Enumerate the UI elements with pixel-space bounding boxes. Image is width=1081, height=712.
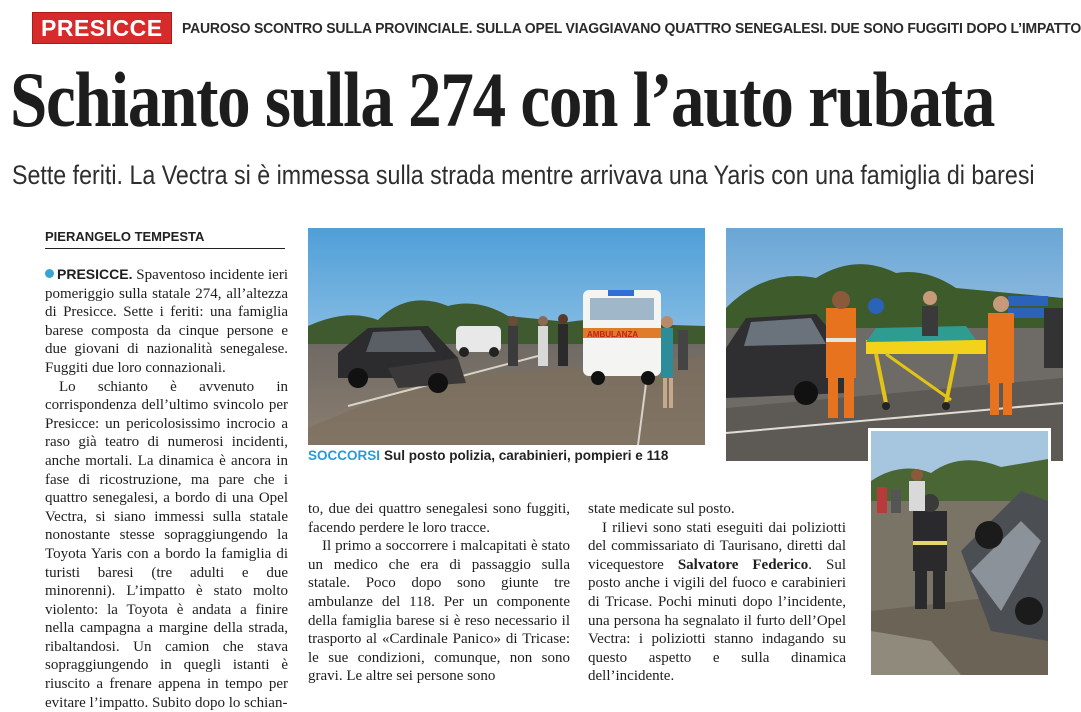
article-column-1 — [45, 265, 288, 711]
paragraph: Lo schianto è avvenuto in corrispondenza dell’ultimo svincolo per Presicce: un pericolosissimo incrocio a raso già teatro di numerosi incidenti, anche mortali. La dinamica è ancora in fase di ricostruzione, ma pare che i quattro senegalesi, a bordo di una Opel Vectra, si siano immessi sulla statale nonostante stesse sopraggiungendo la Toyota Yaris con a bordo la famiglia di turisti baresi (tre adulti e due minorenni). L’impatto è stato molto violento: la Toyota è andata a finire nella campagna a margine della strada, ribaltandosi. Un camion che stava sopraggiungendo in quegli istanti è riuscito a frenare appena in tempo per evitare l’impatto. Subito dopo lo schian- — [45, 378, 288, 711]
paragraph — [588, 519, 846, 686]
kicker-text: PAUROSO SCONTRO SULLA PROVINCIALE. SULLA OPEL VIAGGIAVANO QUATTRO SENEGALESI. DUE SONO FUGGITI DOPO L’IMPATTO — [181, 19, 1081, 37]
paragraph: to, due dei quattro senegalesi sono fuggiti, facendo perdere le loro tracce. — [308, 501, 570, 536]
photo-accident-scene — [308, 228, 705, 445]
photo-caption — [308, 448, 708, 463]
bullet-dot-icon — [45, 269, 54, 278]
paragraph-text: I rilievi sono stati eseguiti dai poliziotti del commissariato di Taurisano, diretti dal vicequestore — [588, 519, 846, 573]
kicker-row — [32, 12, 1081, 44]
person-name: Salvatore Federico — [677, 556, 809, 573]
paragraph: state medicate sul posto. — [588, 501, 735, 517]
paragraph-text: . Sul posto anche i vigili del fuoco e carabinieri di Tricase. Pochi minuti dopo l’incidente, una persona ha segnalato il furto dell’Opel Vectra: i poliziotti stanno indagando su questo aspetto e sulla dinamica dell’incidente. — [588, 556, 846, 685]
headline: Schianto sulla 274 con l’auto rubata — [10, 56, 995, 143]
article-column-2 — [308, 500, 570, 690]
paragraph-lead — [45, 265, 288, 378]
photo-overturned-car — [868, 428, 1051, 678]
photo-rescuers-stretcher — [726, 228, 1063, 461]
paragraph: Il primo a soccorrere i malcapitati è stato un medico che era di passaggio sulla statale. Poco dopo sono giunte tre ambulanze del 118. Per un componente della famiglia barese si è reso necessario il trasporto al «Cardinale Panico» di Tricase: le sue condizioni, comunque, non sono gravi. Le altre sei persone sono — [308, 538, 570, 685]
place-tag: PRESICCE — [32, 12, 172, 44]
caption-text: Sul posto polizia, carabinieri, pompieri e 118 — [384, 448, 669, 463]
ambulance-label: AMBULANZA — [587, 330, 639, 339]
article-column-3 — [588, 500, 846, 690]
caption-label: SOCCORSI — [308, 448, 381, 463]
byline: PIERANGELO TEMPESTA — [45, 229, 285, 249]
lead-place: PRESICCE. — [57, 266, 133, 282]
subheadline: Sette feriti. La Vectra si è immessa sulla strada mentre arrivava una Yaris con una famiglia di baresi — [12, 160, 1035, 190]
lead-text: Spaventoso incidente ieri pomeriggio sulla statale 274, all’altezza di Presicce. Sette i feriti: una famiglia barese composta da cinque persone e due giovani di nazionalità senegalese. Fuggiti due loro connazionali. — [45, 267, 288, 376]
